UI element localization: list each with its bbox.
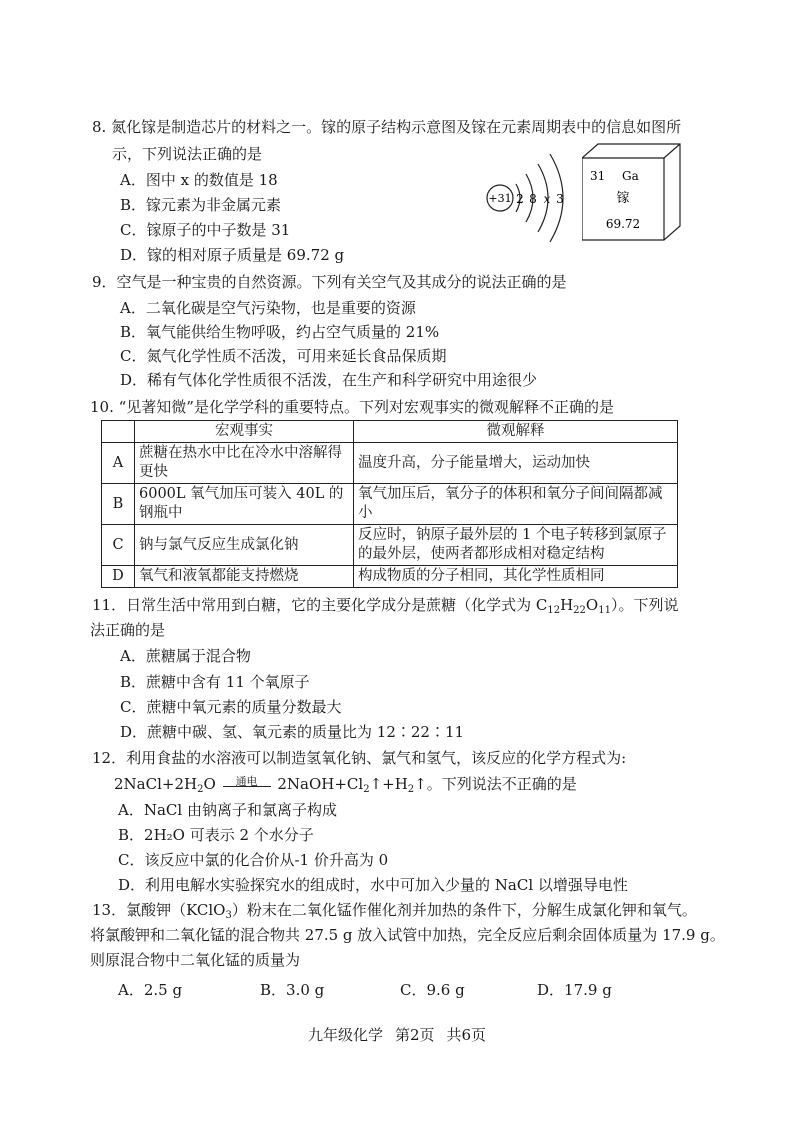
- eq-right2: ↑+H: [369, 775, 408, 793]
- row-expl: 氧气加压后，氧分子的体积和氧分子间间隔都减小: [354, 484, 678, 525]
- eq-left-sub: 2: [197, 784, 204, 795]
- q11-stem-line1: [92, 595, 678, 621]
- q8-option-a: A．图中 x 的数值是 18: [120, 171, 278, 189]
- footer-page: 第2页: [394, 1026, 435, 1044]
- q11-o: O: [585, 596, 599, 614]
- q11-stem-line2: 法正确的是: [90, 621, 166, 639]
- q11-stem-part2: ）。下列说: [610, 596, 679, 614]
- header-blank: [102, 421, 135, 443]
- q9-option-d: D．稀有气体化学性质很不活泼，在生产和科学研究中用途很少: [120, 371, 538, 389]
- q11-h: H: [560, 596, 574, 614]
- q12-stem-line1: 12．利用食盐的水溶液可以制造氢氧化钠、氯气和氢气，该反应的化学方程式为:: [92, 749, 627, 767]
- table-row: [102, 525, 678, 566]
- eq-condition-arrow: [223, 774, 271, 788]
- table-row: [102, 443, 678, 484]
- header-fact: 宏观事实: [135, 421, 354, 443]
- atomic-number: 31: [590, 169, 606, 183]
- q12-option-d: D．利用电解水实验探究水的组成时，水中可加入少量的 NaCl 以增强导电性: [118, 876, 628, 894]
- q9-option-c: C．氮气化学性质不活泼，可用来延长食品保质期: [120, 347, 447, 365]
- row-fact: 蔗糖在热水中比在冷水中溶解得更快: [135, 443, 354, 484]
- shell-electrons-4: 3: [556, 192, 564, 206]
- table-row: [102, 484, 678, 525]
- table-row: [102, 566, 678, 588]
- q13-sub: 3: [225, 910, 232, 921]
- shell-electrons-2: 8: [529, 192, 537, 206]
- header-expl: 微观解释: [354, 421, 678, 443]
- q11-stem-part1: 11．日常生活中常用到白糖，它的主要化学成分是蔗糖（化学式为 C: [92, 596, 548, 614]
- q13-stem-line2: 将氯酸钾和二氧化锰的混合物共 27.5 g 放入试管中加热，完全反应后剩余固体质量为 17.9 g。: [90, 926, 725, 944]
- q8-option-c: C．镓原子的中子数是 31: [120, 221, 291, 239]
- q12-equation-line: [114, 774, 577, 800]
- element-name: 镓: [616, 191, 630, 206]
- q11-option-d: D．蔗糖中碳、氢、氧元素的质量比为 12∶22∶11: [120, 723, 465, 741]
- q11-option-c: C．蔗糖中氧元素的质量分数最大: [120, 698, 342, 716]
- q10-table: [101, 420, 678, 588]
- q13-option-b: B．3.0 g: [260, 981, 325, 999]
- row-fact: 氧气和液氧都能支持燃烧: [135, 566, 354, 588]
- eq-right3: ↑。下列说法不正确的是: [414, 775, 577, 793]
- q11-sub-o: 11: [598, 605, 611, 616]
- row-label: D: [102, 566, 135, 588]
- q11-option-b: B．蔗糖中含有 11 个氧原子: [120, 673, 310, 691]
- q9-stem: 9．空气是一种宝贵的自然资源。下列有关空气及其成分的说法正确的是: [92, 273, 567, 291]
- cell-edge-diag: [664, 144, 680, 158]
- page-footer: [0, 1024, 794, 1045]
- eq-left-end: O: [203, 775, 216, 793]
- element-symbol: Ga: [622, 169, 639, 183]
- eq-right1-sub: 2: [363, 784, 370, 795]
- shell-electrons-1: 2: [516, 192, 524, 206]
- eq-right1: 2NaOH+Cl: [277, 775, 364, 793]
- footer-total: 共6页: [446, 1026, 487, 1044]
- q12-option-c: C．该反应中氯的化合价从-1 价升高为 0: [118, 851, 389, 869]
- row-expl: 反应时，钠原子最外层的 1 个电子转移到氯原子的最外层，使两者都形成相对稳定结构: [354, 525, 678, 566]
- row-fact: 钠与氯气反应生成氯化钠: [135, 525, 354, 566]
- row-label: C: [102, 525, 135, 566]
- q13-stem-line3: 则原混合物中二氧化锰的质量为: [90, 951, 301, 969]
- periodic-table-cell: [582, 142, 682, 242]
- q10-stem: 10. “见著知微”是化学学科的重要特点。下列对宏观事实的微观解释不正确的是: [90, 398, 614, 416]
- eq-left: 2NaCl+2H: [114, 775, 198, 793]
- q9-option-a: A．二氧化碳是空气污染物，也是重要的资源: [120, 299, 416, 317]
- q12-option-b: B．2H₂O 可表示 2 个水分子: [118, 826, 314, 844]
- q12-option-a: A．NaCl 由钠离子和氯离子构成: [118, 801, 337, 819]
- row-label: B: [102, 484, 135, 525]
- q13-option-c: C．9.6 g: [400, 981, 465, 999]
- q13-part2: ）粉末在二氧化锰作催化剂并加热的条件下，分解生成氯化钾和氧气。: [231, 901, 697, 919]
- row-label: A: [102, 443, 135, 484]
- row-expl: 构成物质的分子相同，其化学性质相同: [354, 566, 678, 588]
- row-fact: 6000L 氧气加压可装入 40L 的钢瓶中: [135, 484, 354, 525]
- footer-subject: 九年级化学: [307, 1026, 383, 1044]
- q13-option-a: A．2.5 g: [118, 981, 183, 999]
- eq-condition: 通电: [235, 774, 258, 788]
- atom-structure-diagram: [480, 146, 590, 246]
- q11-option-a: A．蔗糖属于混合物: [120, 647, 251, 665]
- q8-stem-line2: 示，下列说法正确的是: [112, 145, 263, 163]
- q8-option-b: B．镓元素为非金属元素: [120, 196, 282, 214]
- table-header-row: [102, 421, 678, 443]
- nucleus-charge: +31: [488, 192, 512, 205]
- q8-stem-line1: 8. 氮化镓是制造芯片的材料之一。镓的原子结构示意图及镓在元素周期表中的信息如图所: [92, 118, 682, 136]
- q11-sub-c: 12: [547, 605, 561, 616]
- atomic-mass: 69.72: [605, 217, 641, 231]
- shell-electrons-3: x: [543, 192, 551, 206]
- q11-sub-h: 22: [573, 605, 586, 616]
- eq-right2-sub: 2: [407, 784, 415, 795]
- q8-option-d: D．镓的相对原子质量是 69.72 g: [120, 246, 345, 264]
- q13-stem-line1: [92, 900, 697, 926]
- q13-option-d: D．17.9 g: [537, 981, 612, 999]
- row-expl: 温度升高，分子能量增大，运动加快: [354, 443, 678, 484]
- q9-option-b: B．氧气能供给生物呼吸，约占空气质量的 21%: [120, 323, 440, 341]
- q13-part1: 13．氯酸钾（KClO: [92, 901, 226, 919]
